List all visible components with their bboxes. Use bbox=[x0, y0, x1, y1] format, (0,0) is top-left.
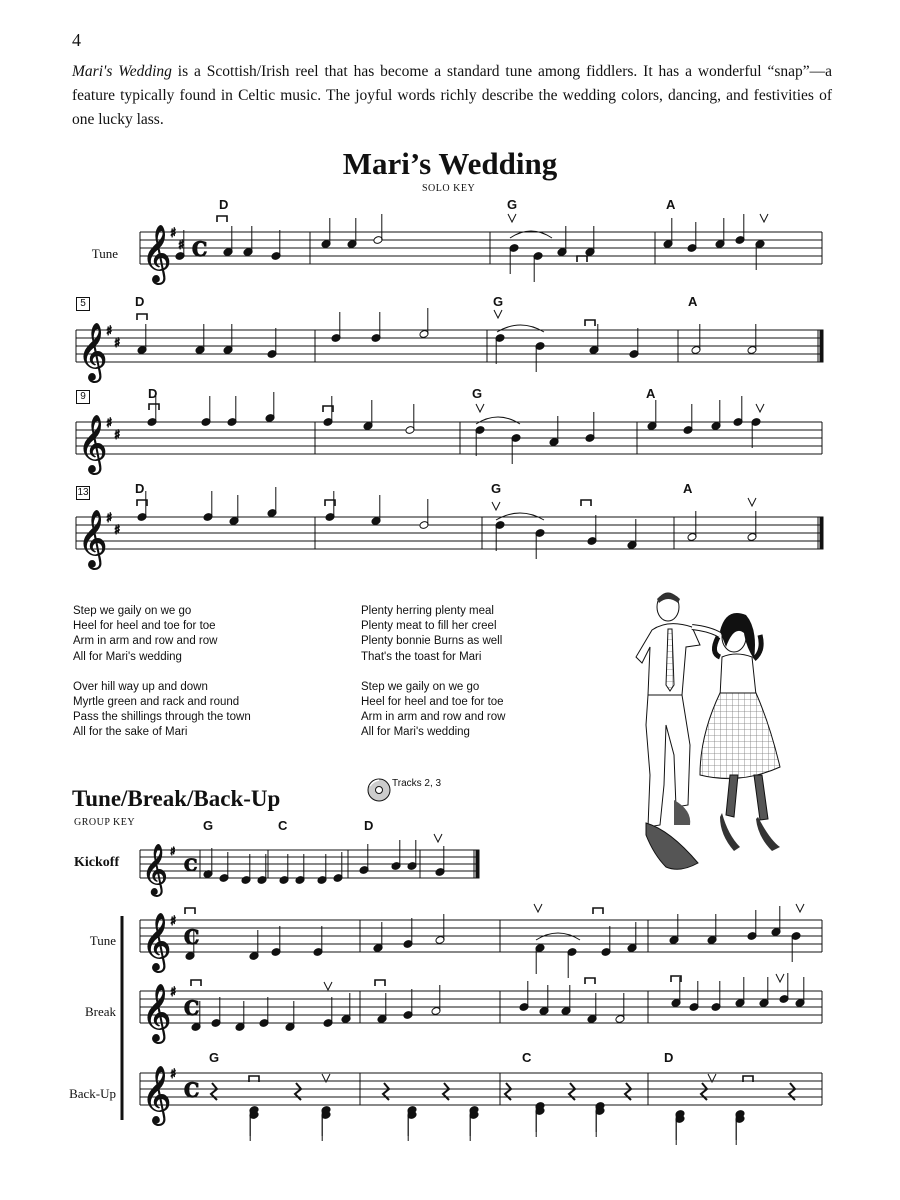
sharp-icon: ♯ bbox=[170, 914, 177, 929]
stanza bbox=[361, 604, 621, 665]
chord-d: D bbox=[148, 386, 158, 401]
part-label-backup: Back-Up bbox=[69, 1086, 116, 1101]
lyrics-column-1 bbox=[73, 604, 343, 756]
chord-g: G bbox=[507, 197, 518, 212]
chord-a: A bbox=[646, 386, 656, 401]
chord-g: G bbox=[209, 1050, 220, 1065]
sharp-icon: ♯ bbox=[114, 336, 121, 351]
stanza bbox=[73, 604, 343, 665]
chord-c: C bbox=[278, 818, 288, 833]
part-label-tune: Tune bbox=[89, 933, 116, 948]
sharp-icon: ♯ bbox=[106, 511, 113, 526]
up-bow-icon bbox=[492, 502, 500, 510]
treble-clef-icon: 𝄞 bbox=[78, 322, 108, 380]
common-time-icon: C bbox=[184, 1079, 200, 1102]
down-bow-icon bbox=[581, 500, 591, 506]
down-bow-icon bbox=[593, 908, 603, 914]
lyric-line: Heel for heel and toe for toe bbox=[361, 696, 504, 709]
up-bow-icon bbox=[776, 974, 784, 982]
group-key-label: GROUP KEY bbox=[74, 817, 136, 828]
lyric-line: Pass the shillings through the town bbox=[73, 711, 251, 724]
up-bow-icon bbox=[476, 404, 484, 412]
sharp-icon: ♯ bbox=[114, 523, 121, 538]
slur bbox=[476, 417, 520, 424]
up-bow-icon bbox=[508, 214, 516, 222]
measure-number-5: 5 bbox=[76, 297, 90, 311]
measure-number-13: 13 bbox=[77, 487, 89, 498]
sharp-icon: ♯ bbox=[114, 428, 121, 443]
sharp-icon: ♯ bbox=[170, 985, 177, 1000]
treble-clef-icon: 𝄞 bbox=[78, 509, 108, 567]
sharp-icon: ♯ bbox=[170, 226, 177, 241]
chord-c: C bbox=[522, 1050, 532, 1065]
page-number: 4 bbox=[72, 30, 81, 50]
stanza bbox=[361, 680, 621, 741]
treble-clef-icon: 𝄞 bbox=[78, 414, 108, 472]
solo-key-label: SOLO KEY bbox=[422, 183, 476, 194]
chord-d: D bbox=[135, 481, 145, 496]
lyric-line: Myrtle green and rack and round bbox=[73, 696, 240, 709]
up-bow-icon bbox=[748, 498, 756, 506]
treble-clef-icon: 𝄞 bbox=[142, 912, 172, 970]
kickoff-label: Kickoff bbox=[74, 855, 120, 870]
up-bow-icon bbox=[756, 404, 764, 412]
common-time-icon: C bbox=[184, 855, 198, 875]
tracks-label: Tracks 2, 3 bbox=[392, 778, 442, 789]
lyric-line: That's the toast for Mari bbox=[361, 650, 482, 663]
intro-text: is a Scottish/Irish reel that has become a standard tune among fiddlers. It has a wonderful “snap”—a feature typically found in Celtic music. The joyful words richly describe the wedding colors, dancing, and festivities of one lucky lass. bbox=[72, 63, 832, 128]
treble-clef-icon: 𝄞 bbox=[142, 845, 168, 895]
chord-a: A bbox=[683, 481, 693, 496]
common-time-icon: C bbox=[184, 926, 200, 949]
tune-label: Tune bbox=[91, 246, 118, 261]
down-bow-icon bbox=[149, 404, 159, 410]
sharp-icon: ♯ bbox=[106, 416, 113, 431]
treble-clef-icon: 𝄞 bbox=[142, 1065, 172, 1123]
lyric-line: All for Mari's wedding bbox=[73, 650, 182, 663]
chord-d: D bbox=[219, 197, 229, 212]
lyric-line: Plenty herring plenty meal bbox=[361, 605, 494, 617]
lyric-line: Plenty meat to fill her creel bbox=[361, 620, 497, 633]
common-time-icon: C bbox=[192, 238, 208, 261]
down-bow-icon bbox=[375, 980, 385, 986]
dancing-couple-illustration bbox=[630, 585, 790, 875]
lyric-line: Arm in arm and row and row bbox=[361, 711, 506, 724]
sharp-icon: ♯ bbox=[106, 324, 113, 339]
sharp-icon: ♯ bbox=[178, 238, 185, 253]
up-bow-icon bbox=[434, 834, 442, 842]
down-bow-icon bbox=[585, 978, 595, 984]
chord-g: G bbox=[493, 294, 504, 309]
chord-g: G bbox=[203, 818, 214, 833]
up-bow-icon bbox=[534, 904, 542, 912]
lyric-line: Step we gaily on we go bbox=[73, 605, 192, 617]
lyric-line: All for the sake of Mari bbox=[73, 726, 188, 739]
cd-icon bbox=[367, 778, 391, 802]
lyric-line: All for Mari's wedding bbox=[361, 726, 470, 739]
lyric-line: Plenty bonnie Burns as well bbox=[361, 635, 503, 648]
common-time-icon: C bbox=[184, 997, 200, 1020]
treble-clef-icon: 𝄞 bbox=[142, 224, 172, 282]
intro-title: Mari's Wedding bbox=[72, 63, 172, 80]
down-bow-icon bbox=[191, 980, 201, 986]
chord-d: D bbox=[364, 818, 374, 833]
stanza bbox=[73, 680, 343, 741]
slur bbox=[497, 325, 544, 332]
down-bow-icon bbox=[585, 320, 595, 326]
down-bow-icon bbox=[217, 216, 227, 222]
part-label-break: Break bbox=[84, 1004, 116, 1019]
up-bow-icon bbox=[494, 310, 502, 318]
lyric-line: Step we gaily on we go bbox=[361, 680, 480, 693]
treble-clef-icon: 𝄞 bbox=[142, 983, 172, 1041]
down-bow-icon bbox=[185, 908, 195, 914]
lyric-line: Heel for heel and toe for toe bbox=[73, 620, 216, 633]
song-title: Mari’s Wedding bbox=[342, 146, 558, 181]
chord-g: G bbox=[472, 386, 483, 401]
lyrics-column-2 bbox=[361, 604, 621, 756]
sharp-icon: ♯ bbox=[170, 845, 176, 858]
chord-g: G bbox=[491, 481, 502, 496]
section-title: Tune/Break/Back-Up bbox=[72, 786, 281, 811]
down-bow-icon bbox=[137, 314, 147, 320]
measure-number-9: 9 bbox=[76, 390, 90, 404]
chord-d: D bbox=[135, 294, 145, 309]
chord-a: A bbox=[688, 294, 698, 309]
lyric-line: Over hill way up and down bbox=[73, 680, 208, 693]
chord-d: D bbox=[664, 1050, 674, 1065]
up-bow-icon bbox=[796, 904, 804, 912]
chord-a: A bbox=[666, 197, 676, 212]
sharp-icon: ♯ bbox=[170, 1067, 177, 1082]
lyric-line: Arm in arm and row and row bbox=[73, 635, 218, 648]
up-bow-icon bbox=[760, 214, 768, 222]
up-bow-icon bbox=[324, 982, 332, 990]
down-bow-icon bbox=[577, 256, 587, 262]
